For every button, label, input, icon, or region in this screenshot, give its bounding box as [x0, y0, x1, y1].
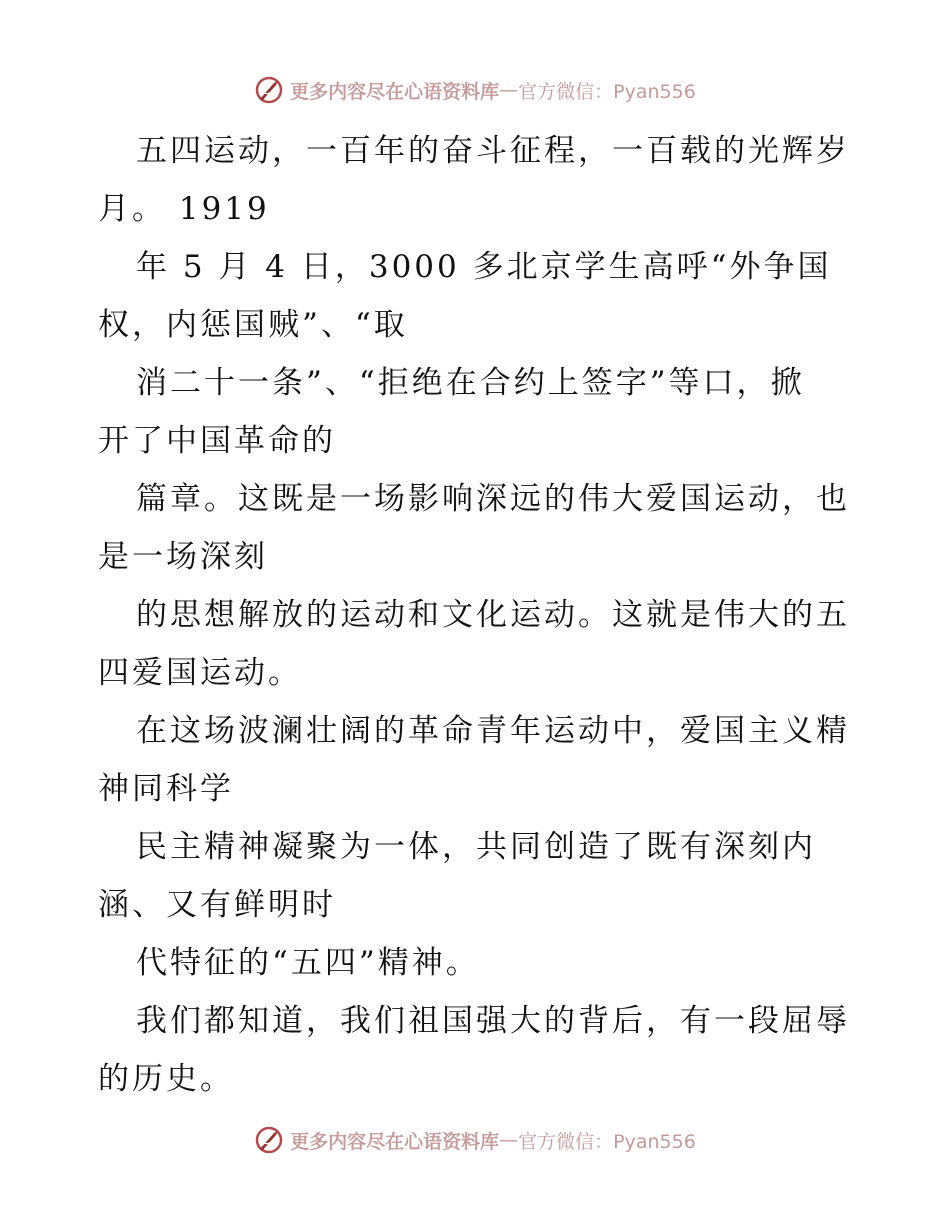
quill-pen-logo-icon: [254, 1125, 284, 1155]
quill-pen-logo-icon: [254, 75, 284, 105]
header-banner-separator: —: [499, 79, 519, 101]
body-line: 月。 1919: [98, 191, 270, 227]
header-banner: [0, 70, 950, 110]
body-line: 涵、又有鲜明时: [98, 887, 336, 923]
body-line: 四爱国运动。: [98, 655, 302, 691]
body-line: 的历史。: [98, 1061, 234, 1097]
body-line: 权，内惩国贼”、“取: [98, 307, 408, 343]
body-line: 消二十一条”、“拒绝在合约上签字”等口，掀: [136, 365, 805, 401]
footer-banner-separator: —: [499, 1129, 519, 1151]
body-line: 神同科学: [98, 771, 234, 807]
body-line: 在这场波澜壮阔的革命青年运动中，爱国主义精: [136, 713, 850, 749]
body-line: 的思想解放的运动和文化运动。这就是伟大的五: [136, 597, 850, 633]
body-line: 开了中国革命的: [98, 423, 336, 459]
footer-banner: [0, 1120, 950, 1160]
header-banner-text: 更多内容尽在心语资料库: [290, 80, 500, 103]
body-line: 篇章。这既是一场影响深远的伟大爱国运动，也: [136, 481, 850, 517]
body-line: 民主精神凝聚为一体，共同创造了既有深刻内: [136, 829, 816, 865]
body-line: 年 5 月 4 日，3000 多北京学生高呼“外争国: [136, 249, 832, 285]
body-line: 我们都知道，我们祖国强大的背后，有一段屈辱: [136, 1003, 850, 1039]
body-line: 代特征的“五四”精神。: [136, 945, 480, 981]
body-line: 五四运动，一百年的奋斗征程，一百载的光辉岁: [136, 133, 850, 169]
document-body: [98, 122, 858, 1108]
header-banner-wechat: 官方微信：Pyan556: [518, 80, 696, 103]
footer-banner-wechat: 官方微信：Pyan556: [518, 1130, 696, 1153]
footer-banner-text: 更多内容尽在心语资料库: [290, 1130, 500, 1153]
body-line: 是一场深刻: [98, 539, 268, 575]
